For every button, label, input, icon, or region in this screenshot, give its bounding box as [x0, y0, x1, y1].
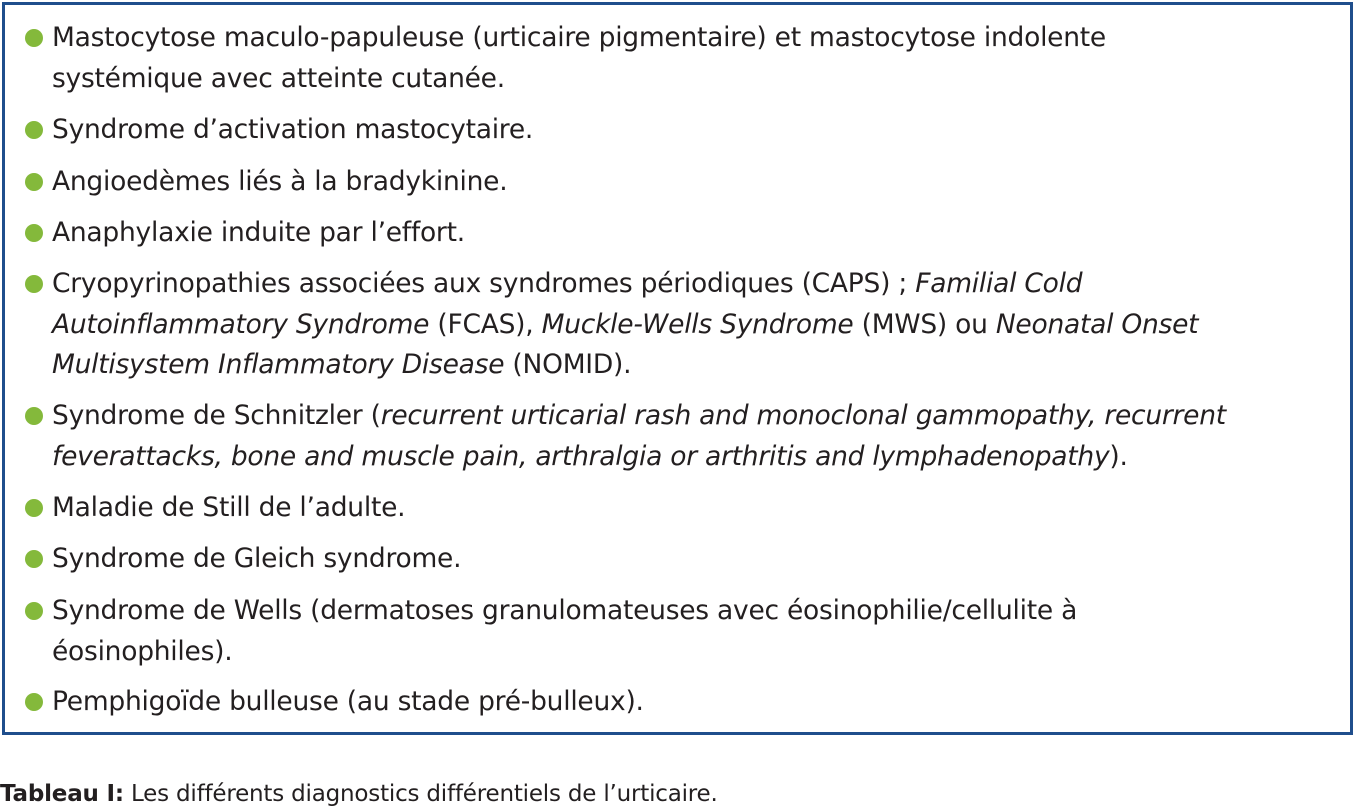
list-item: [52, 162, 1337, 203]
item-text-italic: Neonatal Onset Multisystem Inflammatory Disease: [52, 308, 1199, 380]
bullet-icon: [25, 121, 43, 139]
item-text: Syndrome d’activation mastocytaire.: [52, 114, 534, 145]
list-item: [52, 264, 1337, 386]
item-text: (MWS) ou: [853, 308, 996, 340]
bullet-icon: [25, 275, 43, 293]
list-item: [52, 396, 1337, 477]
item-text: (NOMID).: [504, 349, 632, 380]
item-text: systémique avec atteinte cutanée.: [52, 62, 505, 94]
bullet-icon: [25, 499, 43, 517]
item-text-italic: Familial Cold Autoinflammatory Syndrome: [52, 268, 1083, 340]
bullet-icon: [25, 550, 43, 568]
list-item: [52, 591, 1337, 672]
list-item: [52, 682, 1337, 723]
bullet-icon: [25, 407, 43, 425]
item-text: Mastocytose maculo-papuleuse (urticaire pigmentaire) et mastocytose indolente: [52, 22, 1106, 53]
list-item: [52, 18, 1337, 99]
bullet-icon: [25, 602, 43, 620]
table-caption: [0, 780, 718, 809]
caption-text: Les différents diagnostics différentiels de l’urticaire.: [123, 781, 718, 807]
item-text-italic: Muckle-Wells Syndrome: [541, 308, 854, 340]
item-text: éosinophiles).: [52, 635, 233, 667]
item-text-italic: recurrent urticarial rash and monoclonal gammopathy, recurrent feverattacks, bone and muscle pain, arthralgia or arthritis and lymphadenopathy: [52, 400, 1226, 472]
item-text: Pemphigoïde bulleuse (au stade pré-bulleux).: [52, 686, 644, 717]
item-text: (FCAS),: [429, 308, 542, 340]
list-item: [52, 488, 1337, 529]
bullet-icon: [25, 29, 43, 47]
caption-label: Tableau I:: [0, 781, 124, 807]
item-text: Maladie de Still de l’adulte.: [52, 492, 406, 523]
item-text: Cryopyrinopathies associées aux syndromes périodiques (CAPS) ;: [52, 268, 916, 299]
bullet-icon: [25, 173, 43, 191]
item-text: Syndrome de Wells (dermatoses granulomateuses avec éosinophilie/cellulite à: [52, 595, 1078, 626]
item-text: Anaphylaxie induite par l’effort.: [52, 217, 465, 248]
list-item: [52, 213, 1337, 254]
list-item: [52, 110, 1337, 151]
item-text: Syndrome de Schnitzler (: [52, 400, 381, 431]
list-item: [52, 539, 1337, 580]
bullet-icon: [25, 693, 43, 711]
bullet-icon: [25, 224, 43, 242]
item-text: ).: [1109, 440, 1128, 472]
item-text: Angioedèmes liés à la bradykinine.: [52, 166, 508, 197]
item-text: Syndrome de Gleich syndrome.: [52, 543, 462, 574]
differential-diagnosis-table: [2, 2, 1353, 735]
